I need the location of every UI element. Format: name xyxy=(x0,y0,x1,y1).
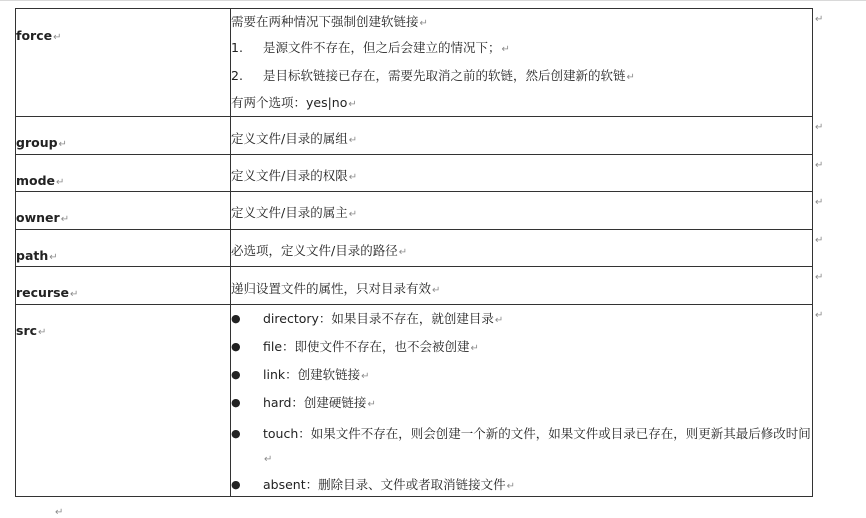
option-name-force xyxy=(16,9,231,117)
row-group xyxy=(16,117,813,155)
top-rule xyxy=(0,0,866,1)
row-end-mark: ↵ xyxy=(815,235,824,246)
option-desc-path: 必选项，定义文件/目录的路径↵ xyxy=(231,230,813,267)
row-path xyxy=(16,230,813,267)
bullet-item: ● directory：如果目录不存在，就创建目录↵ xyxy=(231,311,504,326)
option-desc-owner: 定义文件/目录的属主↵ xyxy=(231,192,813,230)
option-desc-src xyxy=(231,305,813,497)
desc-line: 需要在两种情况下强制创建软链接↵ xyxy=(231,14,428,29)
row-mode xyxy=(16,155,813,192)
option-name-group: group↵ xyxy=(16,117,231,155)
bullet-item: ● hard：创建硬链接↵ xyxy=(231,395,376,410)
bullet-item: ● link：创建软链接↵ xyxy=(231,367,370,382)
row-recurse xyxy=(16,267,813,305)
row-owner xyxy=(16,192,813,230)
option-desc-mode: 定义文件/目录的权限↵ xyxy=(231,155,813,192)
desc-line: 有两个选项：yes|no↵ xyxy=(231,95,357,110)
option-name: force xyxy=(16,28,53,43)
option-desc-recurse: 递归设置文件的属性，只对目录有效↵ xyxy=(231,267,813,305)
bullet-item: ● file：即使文件不存在，也不会被创建↵ xyxy=(231,339,479,354)
numbered-item: 2. 是目标软链接已存在，需要先取消之前的软链，然后创建新的软链↵ xyxy=(231,68,635,83)
row-end-mark: ↵ xyxy=(815,14,824,25)
row-force xyxy=(16,9,813,117)
option-desc-force xyxy=(231,9,813,117)
row-end-mark: ↵ xyxy=(815,122,824,133)
options-table xyxy=(15,8,813,497)
row-end-mark: ↵ xyxy=(815,160,824,171)
option-desc-group: 定义文件/目录的属组↵ xyxy=(231,117,813,155)
option-name-owner: owner↵ xyxy=(16,192,231,230)
document-end-mark: ↵ xyxy=(55,507,64,518)
numbered-item: 1. 是源文件不存在，但之后会建立的情况下；↵ xyxy=(231,40,510,55)
row-end-mark: ↵ xyxy=(815,272,824,283)
row-src xyxy=(16,305,813,497)
row-end-mark: ↵ xyxy=(815,197,824,208)
option-name-src: src↵ xyxy=(16,305,231,497)
row-end-mark: ↵ xyxy=(815,310,824,321)
option-name-path: path↵ xyxy=(16,230,231,267)
option-name-recurse: recurse↵ xyxy=(16,267,231,305)
bullet-item: ● touch：如果文件不存在，则会创建一个新的文件，如果文件或目录已存在，则更新其最后修改时间↵ xyxy=(231,426,811,465)
option-name-mode: mode↵ xyxy=(16,155,231,192)
bullet-item: ● absent：删除目录、文件或者取消链接文件↵ xyxy=(231,477,516,492)
paragraph-mark: ↵ xyxy=(53,32,62,43)
